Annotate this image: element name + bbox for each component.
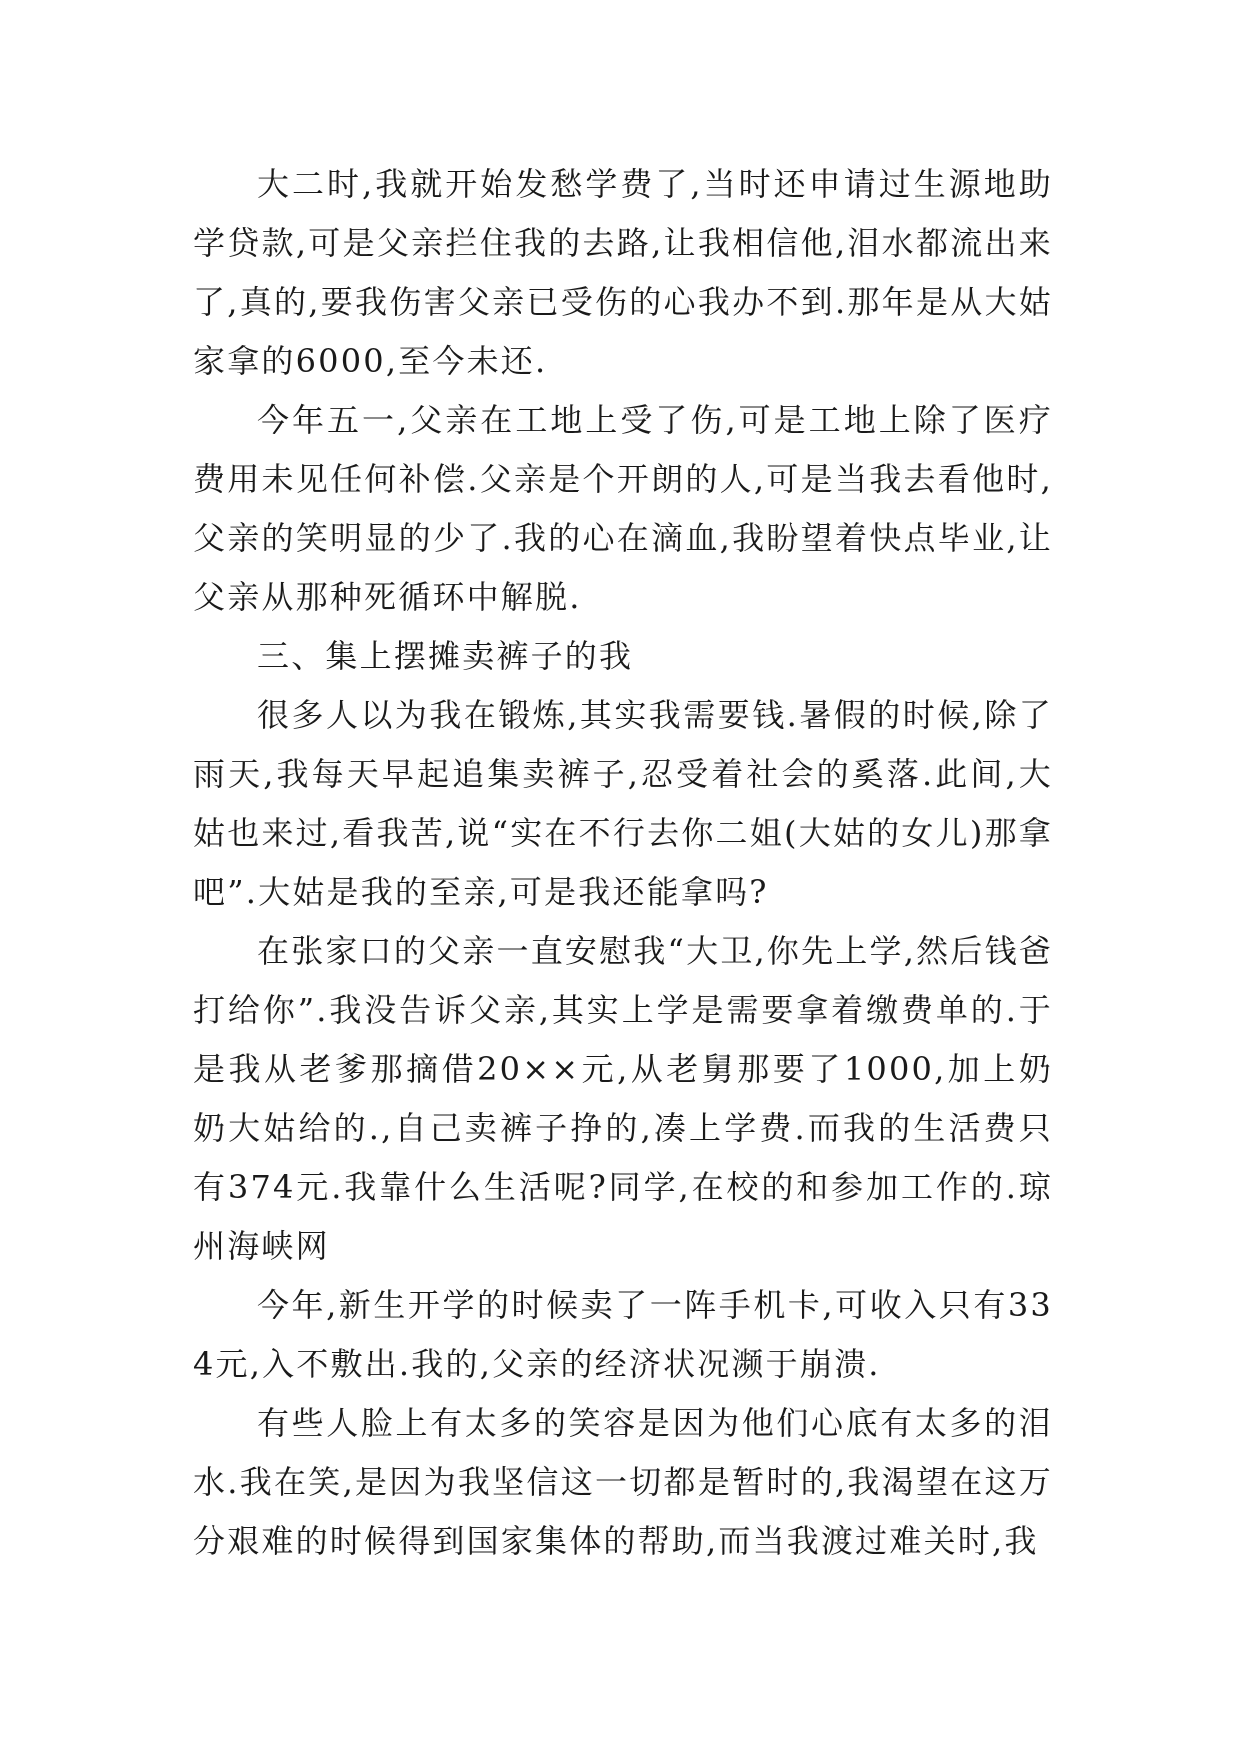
paragraph-phone-cards: 今年,新生开学的时候卖了一阵手机卡,可收入只有334元,入不敷出.我的,父亲的经济状况濒于崩溃. <box>193 1286 1053 1383</box>
document-page <box>193 155 1053 1571</box>
paragraph-tuition-worry: 大二时,我就开始发愁学费了,当时还申请过生源地助学贷款,可是父亲拦住我的去路,让我相信他,泪水都流出来了,真的,要我伤害父亲已受伤的心我办不到.那年是从大姑家拿的6000,至今未还. <box>193 165 1053 380</box>
paragraph-smiles-tears: 有些人脸上有太多的笑容是因为他们心底有太多的泪水.我在笑,是因为我坚信这一切都是暂时的,我渴望在这万分艰难的时候得到国家集体的帮助,而当我渡过难关时,我 <box>193 1404 1053 1560</box>
paragraph-father-injury: 今年五一,父亲在工地上受了伤,可是工地上除了医疗费用未见任何补偿.父亲是个开朗的人,可是当我去看他时,父亲的笑明显的少了.我的心在滴血,我盼望着快点毕业,让父亲从那种死循环中解脱. <box>193 401 1053 616</box>
paragraph-father-comfort: 在张家口的父亲一直安慰我“大卫,你先上学,然后钱爸打给你”.我没告诉父亲,其实上学是需要拿着缴费单的.于是我从老爹那摘借20××元,从老舅那要了1000,加上奶奶大姑给的.,自己卖裤子挣的,凑上学费.而我的生活费只有374元.我靠什么生活呢?同学,在校的和参加工作的.琼州海峡网 <box>193 932 1053 1265</box>
paragraph-selling-pants: 很多人以为我在锻炼,其实我需要钱.暑假的时候,除了雨天,我每天早起追集卖裤子,忍受着社会的奚落.此间,大姑也来过,看我苦,说“实在不行去你二姐(大姑的女儿)那拿吧”.大姑是我的至亲,可是我还能拿吗? <box>193 696 1053 911</box>
section-heading: 三、集上摆摊卖裤子的我 <box>257 637 634 675</box>
